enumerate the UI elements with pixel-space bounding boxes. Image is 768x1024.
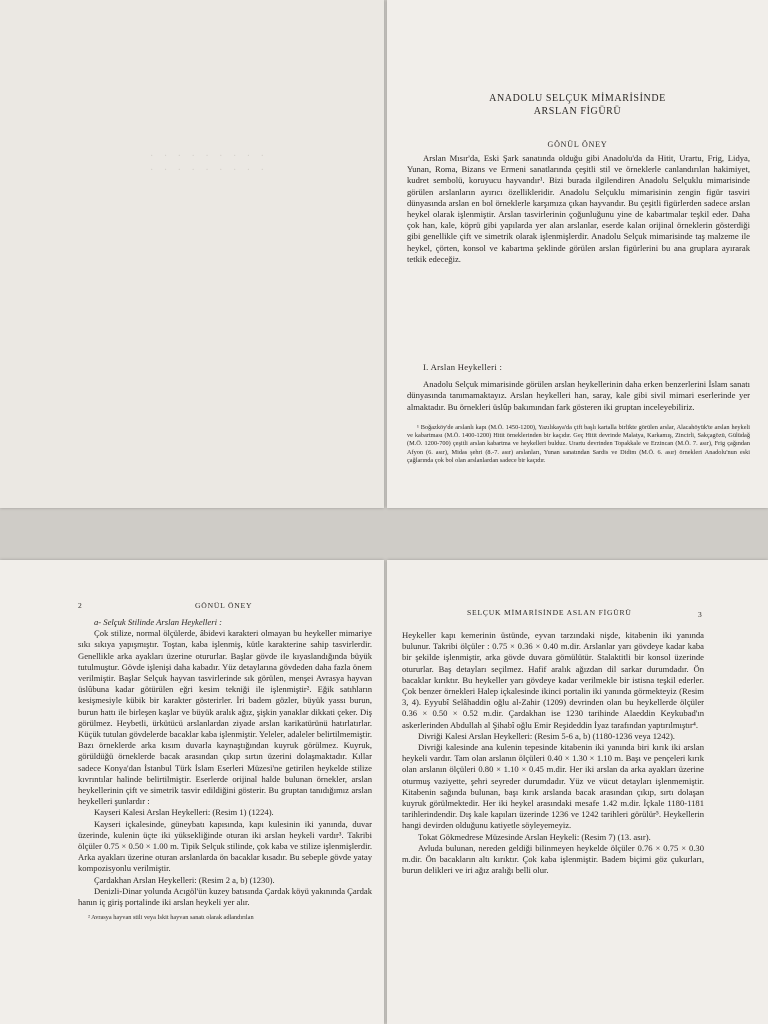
footnote-2-text: ² Avrasya hayvan stili veya İskit hayvan sanatı olarak adlandırılan [88,914,254,922]
section-paragraph: Anadolu Selçuk mimarisinde görülen arslan heykellerinin daha erken benzerlerini İslam sanatı dünyasında tanımamaktayız. Arslan heykelleri han, saray, kale gibi sivil mimari eserlerinde yer almaktadır. Bu örnekleri üslûp bakımından fark gösteren iki gruptan inceleyebiliriz. [407,379,750,412]
page-2-body [78,617,372,922]
heading-cardakhan: Çardakhan Arslan Heykelleri: (Resim 2 a, b) (1230). [94,874,275,885]
article-title-line2: ARSLAN FİGÜRÜ [533,106,622,117]
show-through-ghost-text: · · · · · · · · · · · · · · · · · · [150,151,268,176]
paragraph-divrigi: Divriği kalesinde ana kulenin tepesinde kitabenin iki yanında biri kırık iki arslan heykeli vardır. Tam olan arslanın ölçüleri 0.40 × 1.30 × 1.10 m. Başı ve pençeleri kırık olan arslanın ölçüleri 0.80 × 1.10 × 0.45 m.dir. Her iki arslan da arka ayakları üzerine oturmuş vaziyette, şehri seyreder durumdadır. Yüz ve vücut detayları işlenmemiştir. Kitabenin sağında bulunan, başı kırık arslanda bacak arasından çıkıp, sırtı dolaşan kuyruk görülmektedir. Her iki heykel arasındaki mesafe 1.42 m.dir. İçkale 1180-1181 tarihlerindendir. Dış kale kapıları üzerinde 1236 ve 1242 tarihleri görülür⁵. Heykellerin hangi devirden olduğunu katiyetle söyleyemeyiz. [402,742,704,831]
footnote-1: ¹ Boğazköy'de arslanlı kapı (M.Ö. 1450-1200), Yazılıkaya'da çift başlı kartalla birlikte görülen arslar, Alacahöyük'te arslan heykeli ve kabartması (M.Ö. 1400-1200) Hitit örneklerinden bir kaçıdır. Geç Hitit devrinde Malatya, Karkamış, Zincirli, Sakçagözü, Gülüdağ (M.Ö. 1200-700) çeşitli arslan kabartma ve heykelleri bulduz. Urartu devrinden Topakkale ve Erzincan (M.Ö. 7. asır), Frig çağından Afyon (6. asır), Midas şehri (8.-7. asır) arslanları, Yunan sanatından Sardis ve Didim (M.Ö. 6. asır) örnekleri Anadolu'nun eski çağlarında çok bol olan arslanlardan sadece bir kaçıdır. [407,424,750,464]
heading-kayseri: Kayseri Kalesi Arslan Heykelleri: (Resim 1) (1224). [94,807,274,818]
heading-divrigi: Divriği Kalesi Arslan Heykelleri: (Resim 5-6 a, b) (1180-1236 veya 1242). [418,730,675,741]
page-number-2: 2 [78,601,82,610]
page-3-body [402,630,704,876]
paragraph-selcuk-style: Çok stilize, normal ölçülerde, âbidevi karakteri olmayan bu heykeller mimariye sıkı sıkıya yapışmıştır. Toştan, kaba işlenmiş, kütle karakterine sahip tasvirlerdir. Genellikle arka ayakları üzerine otururlar. Başlar gövde ile kıyaslandığında büyük tutulmuştur. Gövde işlenişi daha kabadır. Yüz detaylarına gövdeden daha fazla önem verilmiştir. Başlar Selçuk hayvan tasvirlerinde sık görülen, menşei Avrasya hayvan üslûbuna kadar götürülen eğri kesim tekniği ile işlenmiştir². Eğik satıhların kesişmesiyle kübik bir karakter gösterirler. İri badem gözler, büyük yassı burun, burun hattı ile birleşen kaşlar ve büyük aralık ağız, şişkin yanaklar dikkati çeker. Diş görülmez. Heybetli, ürkütücü arslanlardan ziyade arslan karikatürünü hatırlatırlar. Küçük tutulan gövdelerde bacaklar kaba işlenmiştir. Yeleler, adaleler belirtilmemiştir. Bazı örneklerde arka kısım duvarla kaynaştığından kuyruk görülmez. Kuyruk, görüldüğü örneklerde bacak arasından çıkıp sırtın üzerini dolaşmaktadır. Kıllar sadece Konya'dan İstanbul Türk İslam Eserleri Müzesi'ne getirilen heykelde stilize kıvrıntılar halinde belirtilmiştir. Eserlerde orijinal halde bulunan örnekler, arslan heykellerinin çift ve simetrik tasvir edildiğini gösterir. Bu gruptan tanıdığımız arslan heykelleri şunlardır : [78,628,372,807]
running-head-right: SELÇUK MİMARİSİNDE ASLAN FİGÜRÜ [467,608,632,617]
article-title-line1: ANADOLU SELÇUK MİMARİSİNDE [489,93,666,104]
section-one [407,362,750,413]
title-block [407,92,748,149]
subsection-heading: a- Selçuk Stilinde Arslan Heykelleri : [94,617,222,627]
paragraph-kayseri: Kayseri içkalesinde, güneybatı kapısında, kapı kulesinin iki yanında, duvar üzerinde, kulenin üçte iki yüksekliğinde oturan iki arslan heykeli vardır³. Takribi ölçüler 0.75 × 0.50 × 1.00 m. Tipik Selçuk stilinde, çok kaba ve stilize işlenmişlerdir. Arka ayakları üzerine oturan arslanlarda ön bacaklar kısadır. Bu sebeple gövde yatay kompozisyonlu verilmiştir. [78,818,372,874]
blank-facing-page [0,0,384,508]
article-title-page [387,0,768,508]
intro-column [407,153,750,265]
running-head-left: GÖNÜL ÖNEY [195,601,253,610]
footnote-2 [78,914,372,922]
page-number-3: 3 [698,610,702,619]
heading-tokat: Tokat Gökmedrese Müzesinde Arslan Heykeli: (Resim 7) (13. asır). [418,831,651,842]
intro-paragraph: Arslan Mısır'da, Eski Şark sanatında olduğu gibi Anadolu'da da Hitit, Urartu, Frig, Lidya, Yunan, Roma, Bizans ve Ermeni sanatlarında çeşitli stil ve örneklerle canlandırılan hakimiyet, kudret sembolü, koruyucu hayvandır¹. Bizi burada ilgilendiren Anadolu Selçuklu mimarisinde görülen arslanların ayırıcı özellikleridir. Anadolu Selçuklu mimarisinin zengin figür tasviri dünyasında arslan en bol örneklerle karşımıza çıkan hayvandır. Bu çeşitli figürlerden sadece arslan heykel olarak işlenmiştir. Arslan tasvirlerinin çoğunluğunu yine de kabartmalar teşkil eder. Daha çok han, kale, köprü gibi yapılarda yer alan arslanlar, eserde kalan orijinal örneklerin gösterdiği gibi genellikle çift ve simetrik olarak işlenmişlerdir. Anadolu Selçuk mimarisinde taş malzeme ile heykel, çörten, konsol ve kabartma şeklinde görülen arslan figürlerini bu ana gruplara ayırarak tetkik edeceğiz. [407,153,750,264]
paragraph-tokat: Avluda bulunan, nereden geldiği bilinmeyen heykelde ölçüler 0.76 × 0.75 × 0.30 m.dir. Ön bacakların altı kırıktır. Çok kaba işlenmiştir. Badem biçimi göz çukurları, burun delikleri ve iri ağız aralığı belli olur. [402,842,704,876]
footnote-block [407,424,750,465]
paragraph-cardakhan-cont: Heykeller kapı kemerinin üstünde, eyvan tarzındaki nişde, kitabenin iki yanında bulunur. Takribi ölçüler : 0.75 × 0.36 × 0.40 m.dir. Arslanlar yarı gövdeye kadar kaba bir şekilde işlenmiştir, arka gövde duvara gömülütür. Stalaktitli bir konsol üzerinde otururlar. Baş detayları seçilmez. Hafif aralık ağızdan dil sarkar durumdadır. Ön bacaklar kırıktır. Bu heykeller yarı gövdeye kadar verilmekle bir istisna teşkil ederler. Çok benzer örnekleri Halep içkalesinde ikinci portalin iki yanında görmekteyiz (Resim 3, 4). Eyyubî Selâhaddin oğlu al-Zahir (1209) devrinden olan bu heykellerde ölçüler 0.36 × 0.50 × 0.52 m.dir. Çardakhan ise 1230 tarihinde Alaeddin Keykubad'ın askerlerinden Abdullah al Şihabî oğlu Emir Reşideddin İyaz tarafından yaptırılmıştır⁴. [402,630,704,730]
section-heading: I. Arslan Heykelleri : [423,362,503,372]
paragraph-cardakhan: Denizli-Dinar yolunda Acıgöl'ün kuzey batısında Çardak köyü yakınında Çardak hanın iç giriş portalinde iki arslan heykeli yer alır. [78,885,372,908]
article-author: GÖNÜL ÖNEY [547,140,608,149]
